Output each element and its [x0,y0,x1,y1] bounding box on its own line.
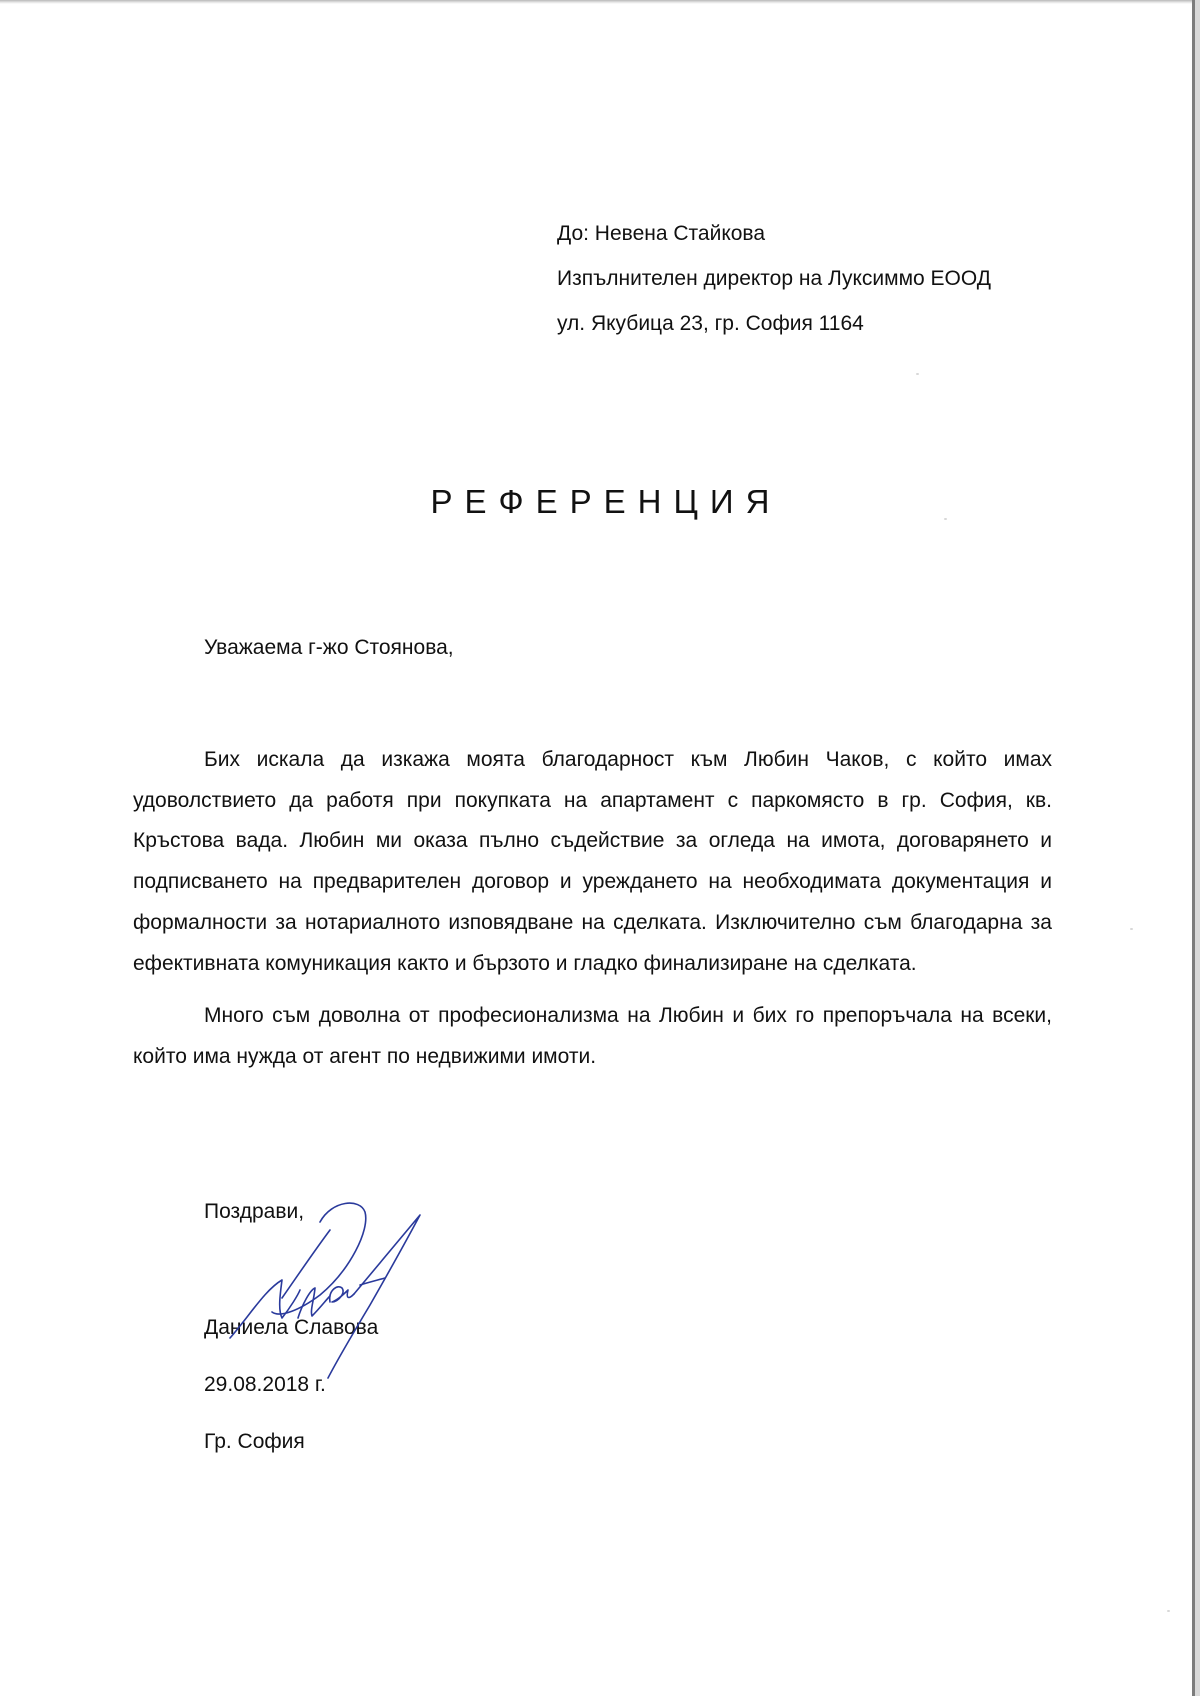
scan-top-edge [0,0,1200,4]
recipient-position: Изпълнителен директор на Луксиммо ЕООД [557,267,991,290]
scan-speck [1167,1610,1170,1612]
recipient-address: ул. Якубица 23, гр. София 1164 [557,312,864,335]
body-paragraph: Бих искала да изкажа моята благодарност към Любин Чаков, с който имах удоволствието да работя при покупката на апартамент с паркомясто в гр. София, кв. Кръстова вада. Любин ми оказа пълно съдействие за огледа на имота, договарянето и подписването на предварителен договор и уреждането на необходимата документация и формалности за нотариалното изповядване на сделката. Изключително съм благодарна за ефективната комуникация както и бързото и гладко финализиране на сделката. [133,748,1052,975]
handwritten-signature [220,1190,460,1390]
closing: Поздрави, [204,1200,305,1223]
letter-date: 29.08.2018 г. [204,1373,326,1396]
scan-right-shade [1195,0,1200,1696]
letter-city: Гр. София [204,1430,305,1453]
scan-speck [1130,928,1133,930]
signature-stroke [298,1288,330,1318]
signer-name: Даниела Славова [204,1316,379,1339]
scan-speck [916,373,919,375]
salutation: Уважаема г-жо Стоянова, [204,636,454,659]
signature-stroke [282,1230,330,1298]
signature-stroke [330,1287,354,1302]
recipient-block [557,211,991,346]
letter-body [133,740,1052,1090]
signature-stroke [230,1280,300,1338]
body-paragraph: Много съм доволна от професионализма на Любин и бих го препоръчала на всеки, който има нужда от агент по недвижими имоти. [133,1004,1052,1068]
document-title: РЕФЕРЕНЦИЯ [430,483,782,520]
recipient-name: До: Невена Стайкова [557,222,766,245]
signature-stroke [272,1203,366,1314]
scan-right-edge [1192,0,1195,1696]
